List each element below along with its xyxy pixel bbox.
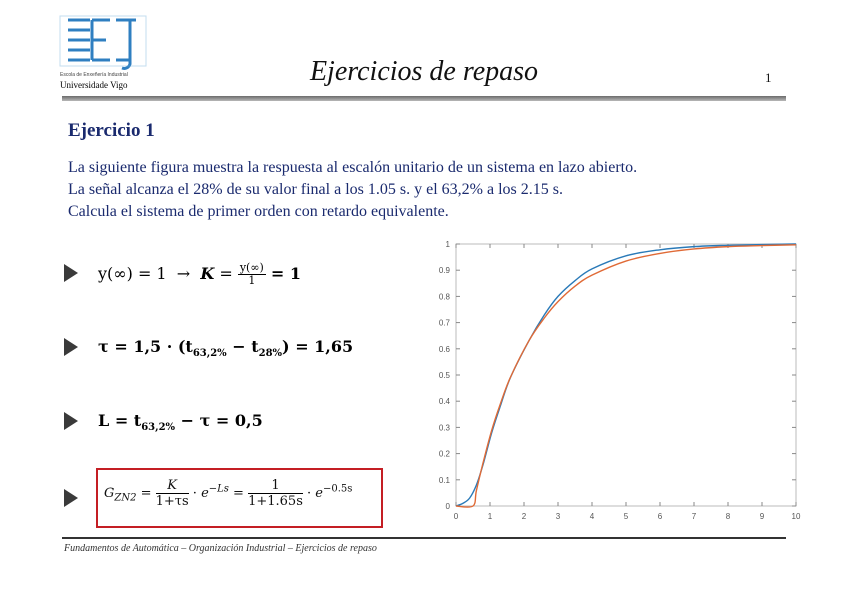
x-tick-label: 10 <box>791 512 801 521</box>
logo-subtitle: Escola de Enxeñería Industrial <box>60 72 128 78</box>
eq-arrow: → <box>176 264 191 283</box>
x-tick-label: 1 <box>487 512 493 521</box>
x-tick-label: 7 <box>691 512 697 521</box>
plot-area <box>456 244 796 506</box>
y-tick-label: 0.1 <box>438 475 450 485</box>
y-tick-label: 0.4 <box>438 397 450 407</box>
eq-sub: 28% <box>258 348 283 360</box>
eq-result: = 1 <box>270 264 302 283</box>
tau-equation <box>98 337 353 359</box>
eq-sub: 63,2% <box>141 422 176 434</box>
tf-fraction-2 <box>248 478 303 509</box>
step-response-chart <box>418 238 818 530</box>
gain-equation: y(∞) = 1 → K = $\frac{y(\infty)}{1}$ = 1 <box>98 261 302 287</box>
exercise-statement <box>68 157 828 223</box>
eq-text: − t <box>226 337 259 356</box>
statement-line: La señal alcanza el 28% de su valor final a los 1.05 s. y el 63,2% a los 2.15 s. <box>68 181 563 198</box>
bullet-arrow-icon <box>64 412 78 430</box>
y-tick-label: 0.7 <box>438 318 450 328</box>
page-title: Ejercicios de repaso <box>309 56 539 87</box>
delay-equation <box>98 411 263 433</box>
y-tick-label: 0.6 <box>438 344 450 354</box>
statement-line: La siguiente figura muestra la respuesta al escalón unitario de un sistema en lazo abierto. <box>68 159 638 176</box>
bullet-arrow-icon <box>64 338 78 356</box>
x-tick-label: 5 <box>623 512 629 521</box>
eq-text: τ = 1,5 · (t <box>98 337 193 356</box>
eq-text: L = t <box>98 411 142 430</box>
exercise-heading: Ejercicio 1 <box>68 120 155 141</box>
eq-sub: 63,2% <box>192 348 227 360</box>
x-tick-label: 0 <box>453 512 459 521</box>
tf-denominator-2: 1+1.65s <box>248 494 303 509</box>
tf-g: G <box>104 486 115 501</box>
transfer-function: $G_{ZN2}$ = $\frac{K}{1+\tau s}$ · $e^{-Ls}$ = $\frac{1}{1+1.65s}$ · $e^{-0.5s}$ <box>104 478 353 509</box>
eq-fraction <box>238 262 266 287</box>
tf-numerator: K <box>167 478 177 493</box>
y-tick-label: 1 <box>445 240 450 249</box>
y-tick-label: 0.9 <box>438 266 450 276</box>
tf-numerator-2: 1 <box>248 478 303 494</box>
x-tick-label: 8 <box>725 512 731 521</box>
tf-fraction <box>156 478 189 509</box>
footer-text: Fundamentos de Automática – Organización Industrial – Ejercicios de repaso <box>64 543 377 554</box>
tf-exponent-2: −0.5s <box>322 483 353 495</box>
y-tick-label: 0 <box>445 502 450 511</box>
frac-numerator: y(∞) <box>239 261 264 274</box>
tf-exponent: −Ls <box>208 483 229 495</box>
bullet-arrow-icon <box>64 264 78 282</box>
y-tick-label: 0.3 <box>438 423 450 433</box>
x-tick-label: 3 <box>555 512 561 521</box>
statement-line: Calcula el sistema de primer orden con retardo equivalente. <box>68 203 449 220</box>
x-tick-label: 6 <box>657 512 663 521</box>
logo-university: Universidade Vigo <box>60 80 128 90</box>
header-divider <box>62 96 786 101</box>
y-tick-label: 0.2 <box>438 449 450 459</box>
y-tick-label: 0.8 <box>438 292 450 302</box>
eq-gain-symbol: K <box>200 264 215 283</box>
x-tick-label: 9 <box>759 512 765 521</box>
eq-text: ) = 1,65 <box>282 337 354 356</box>
tf-denominator: 1+τs <box>155 494 189 509</box>
bullet-arrow-icon <box>64 489 78 507</box>
x-tick-label: 2 <box>521 512 527 521</box>
eq-lhs: y(∞) = 1 <box>98 264 167 283</box>
slide-number: 1 <box>765 70 772 85</box>
x-tick-label: 4 <box>589 512 595 521</box>
frac-denominator: 1 <box>248 274 256 287</box>
footer-divider <box>62 537 786 539</box>
tf-g-sub: ZN2 <box>114 492 137 504</box>
eq-text: − τ = 0,5 <box>175 411 263 430</box>
y-tick-label: 0.5 <box>438 371 450 380</box>
